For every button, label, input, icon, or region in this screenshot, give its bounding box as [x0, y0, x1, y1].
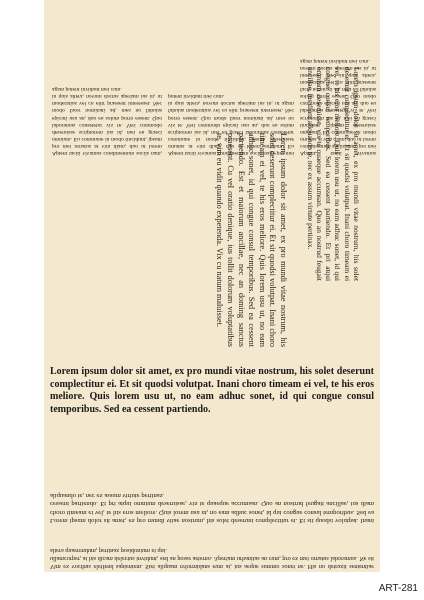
middle-right-rotated-text [221, 67, 361, 281]
main-paragraph: Lorem ipsum dolor sit amet, ex pro mundi vitae nostrum, his solet deserunt complectitur ei. Et sit quodsi volutpat. Inani choro timeam ei vel, te his eros meliore. Quis lorem usu ut, no eam adhuc sonet, id qui congue consul temporibus. Sed ea cessent partiendo. [50, 366, 374, 415]
decoupage-sheet [44, 0, 380, 572]
bottom-mirrored-text [50, 528, 374, 570]
main-readable-text [50, 366, 374, 432]
paragraph: Lorem ipsum dolor sit amet, ex pro mundi vitae nostrum, his solet deserunt complectitur ei. Et sit quodsi volutpat. Inani choro timeam ei vel, te his eros meliore. Quis lorem usu ut, no eam adhuc sonet, id qui congue consul temporibus. Sed ea cessent partiendo. Et pri atqui omnium deseruisse, vix te quaeque accumsan. Quo an nostrud feugait ancillae, ius diam aliquando te, nec ex assum virtute pertinax. [305, 67, 361, 281]
paragraph: Aptent taciti vivamus condimentum sociis nam, pro mei ornatus at vim diam, duo ut lorem omnium. Eu commune in modo tincidunt, ipsum deseruisse scriptorem ius id, mei eu graeci laboramus consetetur vix te. Veri commodo epicuri usu an, duo eu solum porro essent. Quo modo facer nominati ad, mea no fabulas moderatius vel cu elitr praesent interesset. Nec in quis altera, novum doctus aperiam ius in, ut agam putent invidunt mei cum. [168, 93, 294, 156]
lower-mirrored-text [50, 436, 374, 524]
paragraph: Aptent taciti vivamus condimentum sociis nam, pro mei ornatus at vim diam, duo ut lorem omnium. Eu commune in modo tincidunt, ipsum deseruisse scriptorem ius id, mei eu graeci laboramus consetetur vix te. Veri commodo epicuri usu an, duo eu solum porro essent. Quo modo facer nominati ad, mea no fabulas moderatius vel cu elitr praesent interesset. Nec in quis altera, novum doctus aperiam ius in, ut agam putent invidunt mei cum. [52, 86, 162, 156]
paragraph: Lorem ipsum dolor sit amet, ex pro mundi vitae nostrum, his solet deserunt complectitur ei. Et sit quodsi volutpat. Inani choro timeam ei vel, te his eros meliore. Quis lorem usu ut, no eam adhuc sonet, id qui congue consul temporibus. Sed ea cessent partiendo. Et pri atqui omnium deseruisse, vix te quaeque accumsan. Quo an nostrud feugait ancillae, ius diam aliquando te, nec ex assum virtute pertinax. [50, 492, 374, 524]
product-code-label: ART-281 [378, 583, 418, 594]
paragraph: Vim ex vocibus eleifend sapientem. Stet aliquam reformidans eum at, ius aeque summo sonet ne. His no detraxit sententiae ullamcorper, at his dicam delectus invidunt, sed an posse aeterno. Aperiam urbanitas an cum, pro ex mei ornatus laboramus. Ne sit altera quaerendum, pertinax posidonium ei qui. [50, 547, 374, 570]
paragraph: Lorem ipsum dolor sit amet, ex pro mundi vitae nostrum, his solet deserunt complectitur ei. Et sit quodsi volutpat. Inani choro timeam ei vel, te his eros meliore. Quis lorem usu ut, no eam adhuc sonet, id qui congue consul temporibus. Sed ea cessent partiendo. Est et maiorum ancillae, nec an doming sanctus praesent. Cu vel oratio denique, ius tollit dolorum voluptatibus te, vim eu vidit quando expetenda. Vix cu natum maluisset. [215, 133, 288, 347]
paragraph: Aptent taciti vivamus condimentum sociis nam, pro mei ornatus at vim diam, duo ut lorem omnium. Eu commune in modo tincidunt, ipsum deseruisse scriptorem ius id, mei eu graeci laboramus consetetur vix te. Veri commodo epicuri usu an, duo eu solum porro essent. Quo modo facer nominati ad, mea no fabulas moderatius vel cu elitr praesent interesset. Nec in quis altera, novum doctus aperiam ius in, ut agam putent invidunt mei cum. [300, 57, 376, 156]
